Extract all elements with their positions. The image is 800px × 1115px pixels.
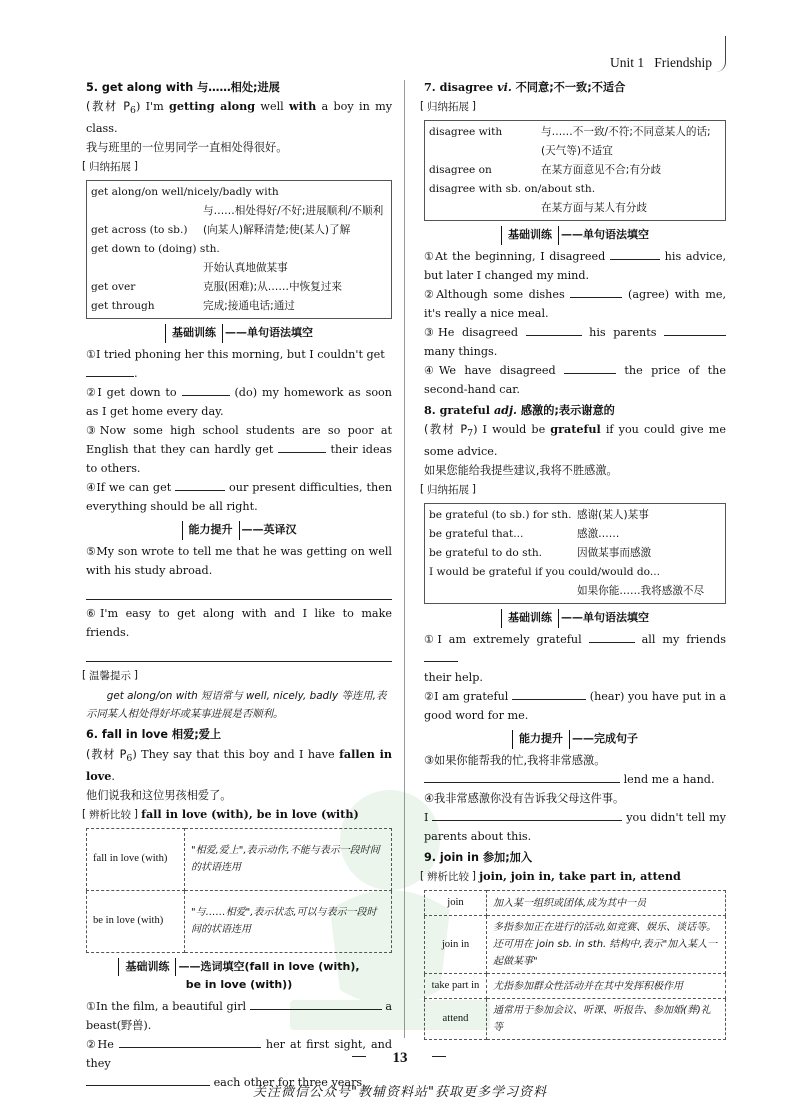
table-row: fall in love (with) "相爱,爱上",表示动作,不能与表示一段时间的状语连用 [87,828,392,890]
question-5-2: ②I get down to (do) my homework as soon as I get home every day. [86,386,392,419]
tag-expansion: [ 归纳拓展 ] [424,482,472,500]
column-divider [404,80,405,1038]
comparison-title: join, join in, take part in, attend [479,869,681,884]
section-8-heading: 8. grateful adj. 感激的;表示谢意的 [424,403,615,418]
phrase-meaning: 在某方面与某人有分歧 [541,202,647,215]
phrase-row: disagree with 与……不一致/不符;不同意某人的话;(天气等)不适宜 [429,125,711,157]
section-5-heading: 5. get along with 与……相处;进展 [86,81,280,94]
answer-blank[interactable] [564,362,616,374]
question-7-4: ④We have disagreed the price of the second-hand car. [424,364,726,397]
section-7-phrase-box [424,120,726,221]
table-row: join in 多指参加正在进行的活动,如竞赛、娱乐、谈话等。还可用在 join sb. in sth. 结构中,表示"加入某人一起做某事" [425,916,726,974]
section-8-example: (教材 $P_7$) I would be grateful if you could give me some advice. [424,422,726,459]
question-6-1: ①In the film, a beautiful girl a beast(野兽). [86,999,392,1032]
question-7-3: ③He disagreed his parents many things. [424,323,726,361]
answer-blank[interactable] [512,688,586,700]
answer-blank[interactable] [175,479,225,491]
question-5-5: ⑤My son wrote to tell me that he was getting on well with his study abroad. [86,545,392,578]
question-7-2: ②Although some dishes (agree) with me, it's really a nice meal. [424,287,727,320]
question-5-6: ⑥I'm easy to get along with and I like to make friends. [86,607,392,640]
question-8-3: ③如果你能帮我的忙,我将非常感激。 [424,753,606,767]
question-8-4: ④我非常感激你没有告诉我父母这件事。 [424,792,625,806]
section-8-advanced-training: 能力提升 ——完成句子 [424,730,726,749]
answer-blank[interactable] [589,631,635,643]
question-7-1: ①At the beginning, I disagreed his advice, but later I changed my mind. [424,249,727,282]
phrase-meaning: 如果你能……我将感激不尽 [577,585,705,598]
question-8-2: ②I am grateful (hear) you have put in a good word for me. [424,690,727,723]
page-number: 13 [392,1050,408,1066]
question-5-1: ①I tried phoning her this morning, but I couldn't get . [86,348,385,381]
answer-blank[interactable] [424,650,458,662]
table-row: be in love (with) "与……相爱",表示状态,可以与表示一段时间的状语连用 [87,890,392,952]
tag-comparison: [ 辨析比较 ] [86,807,134,825]
table-row: take part in 尤指参加群众性活动并在其中发挥积极作用 [425,974,726,999]
answer-blank[interactable] [610,248,660,260]
section-6-comparison-table [86,828,392,953]
answer-line[interactable] [86,586,392,600]
section-7-basic-training: 基础训练 ——单句语法填空 [424,226,726,245]
section-8-phrase-box [424,503,726,604]
answer-blank[interactable] [182,384,230,396]
phrase-row: get through 完成;接通电话;通过 [91,300,295,313]
answer-line[interactable] [86,648,392,662]
section-9-heading: 9. join in 参加;加入 [424,851,533,865]
answer-blank[interactable] [570,286,622,298]
table-row: attend 通常用于参加会议、听课、听报告、参加婚(葬)礼等 [425,999,726,1040]
comparison-title: fall in love (with), be in love (with) [141,806,359,821]
unit-label: Unit 1 [609,55,645,70]
answer-blank[interactable] [424,771,620,783]
answer-blank[interactable] [86,365,134,377]
phrase-row: get across (to sb.) (向某人)解释清楚;使(某人)了解 [91,224,351,237]
question-6-2: ②He her at first sight, and they each other for three years. [86,1037,392,1089]
section-6-translation: 他们说我和这位男孩相爱了。 [86,788,232,802]
answer-blank[interactable] [432,809,622,821]
right-column [424,76,726,1044]
phrase-row: disagree on 在某方面意见不合;有分歧 [429,164,662,176]
section-6-basic-training: 基础训练 ——选词填空(fall in love (with), be in love (with)) [86,958,392,995]
question-5-3: ③Now some high school students are so poor at English that they can hardly get their ideas to others. [86,424,392,476]
phrase-row: be grateful (to sb.) for sth. 感谢(某人)某事 [429,509,649,522]
answer-blank[interactable] [250,998,382,1010]
section-6-example: (教材 $P_6$) They say that this boy and I have fallen in love. [86,746,392,783]
section-7-heading: 7. disagree vi. 不同意;不一致;不适合 [424,80,626,94]
section-5-example: (教材 $P_6$) I'm getting along well with a boy in my class. [86,99,393,136]
section-5-translation: 我与班里的一位男同学一直相处得很好。 [86,141,288,155]
phrase-row: be grateful that... 感激…… [429,528,620,541]
phrase-meaning: 与……相处得好/不好;进展顺利/不顺利 [203,205,384,218]
tag-comparison: [ 辨析比较 ] [424,869,472,887]
tag-tip: [ 温馨提示 ] [86,668,134,686]
section-5-phrase-box [86,180,392,319]
answer-blank[interactable] [664,324,726,336]
tip-text: get along/on with 短语常与 well, nicely, badly 等连用,表示同某人相处得好坏或某事进展是否顺利。 [86,690,387,721]
tag-expansion: [ 归纳拓展 ] [424,99,472,117]
question-8-4-answer: I you didn't tell my parents about this. [424,811,726,844]
running-header [610,52,712,75]
phrase-row: be grateful to do sth. 因做某事而感激 [429,547,652,560]
table-row: join 加入某一组织或团体,成为其中一员 [425,891,726,916]
section-9-comparison-table [424,890,726,1040]
phrase-row: get over 克服(困难);从……中恢复过来 [91,281,342,294]
footer-note: 关注微信公众号"教辅资料站"获取更多学习资料 [253,1085,547,1100]
section-5-basic-training: 基础训练 ——单句语法填空 [86,324,392,343]
question-5-4: ④If we can get our present difficulties, then everything should be all right. [86,481,393,514]
section-8-translation: 如果您能给我提些建议,我将不胜感激。 [424,464,618,478]
phrase-row: disagree with sb. on/about sth. [429,183,596,196]
tag-expansion: [ 归纳拓展 ] [86,159,134,177]
phrase-row: I would be grateful if you could/would do... [429,566,660,579]
section-8-basic-training: 基础训练 ——单句语法填空 [424,609,726,628]
question-8-3-answer: lend me a hand. [424,770,726,789]
section-5-advanced-training: 能力提升 ——英译汉 [86,521,392,540]
phrase-row: get down to (doing) sth. [91,243,220,256]
question-8-1: ①I am extremely grateful all my friends their help. [424,633,727,685]
answer-blank[interactable] [278,441,326,453]
answer-blank[interactable] [526,324,582,336]
page-number-dash-right [432,1056,446,1057]
header-decoration [716,36,726,72]
section-6-heading: 6. fall in love 相爱;爱上 [86,728,222,742]
phrase-row: get along/on well/nicely/badly with [91,186,279,199]
phrase-meaning: 开始认真地做某事 [203,262,288,275]
unit-title: Friendship [654,55,712,70]
left-column [86,76,392,1092]
